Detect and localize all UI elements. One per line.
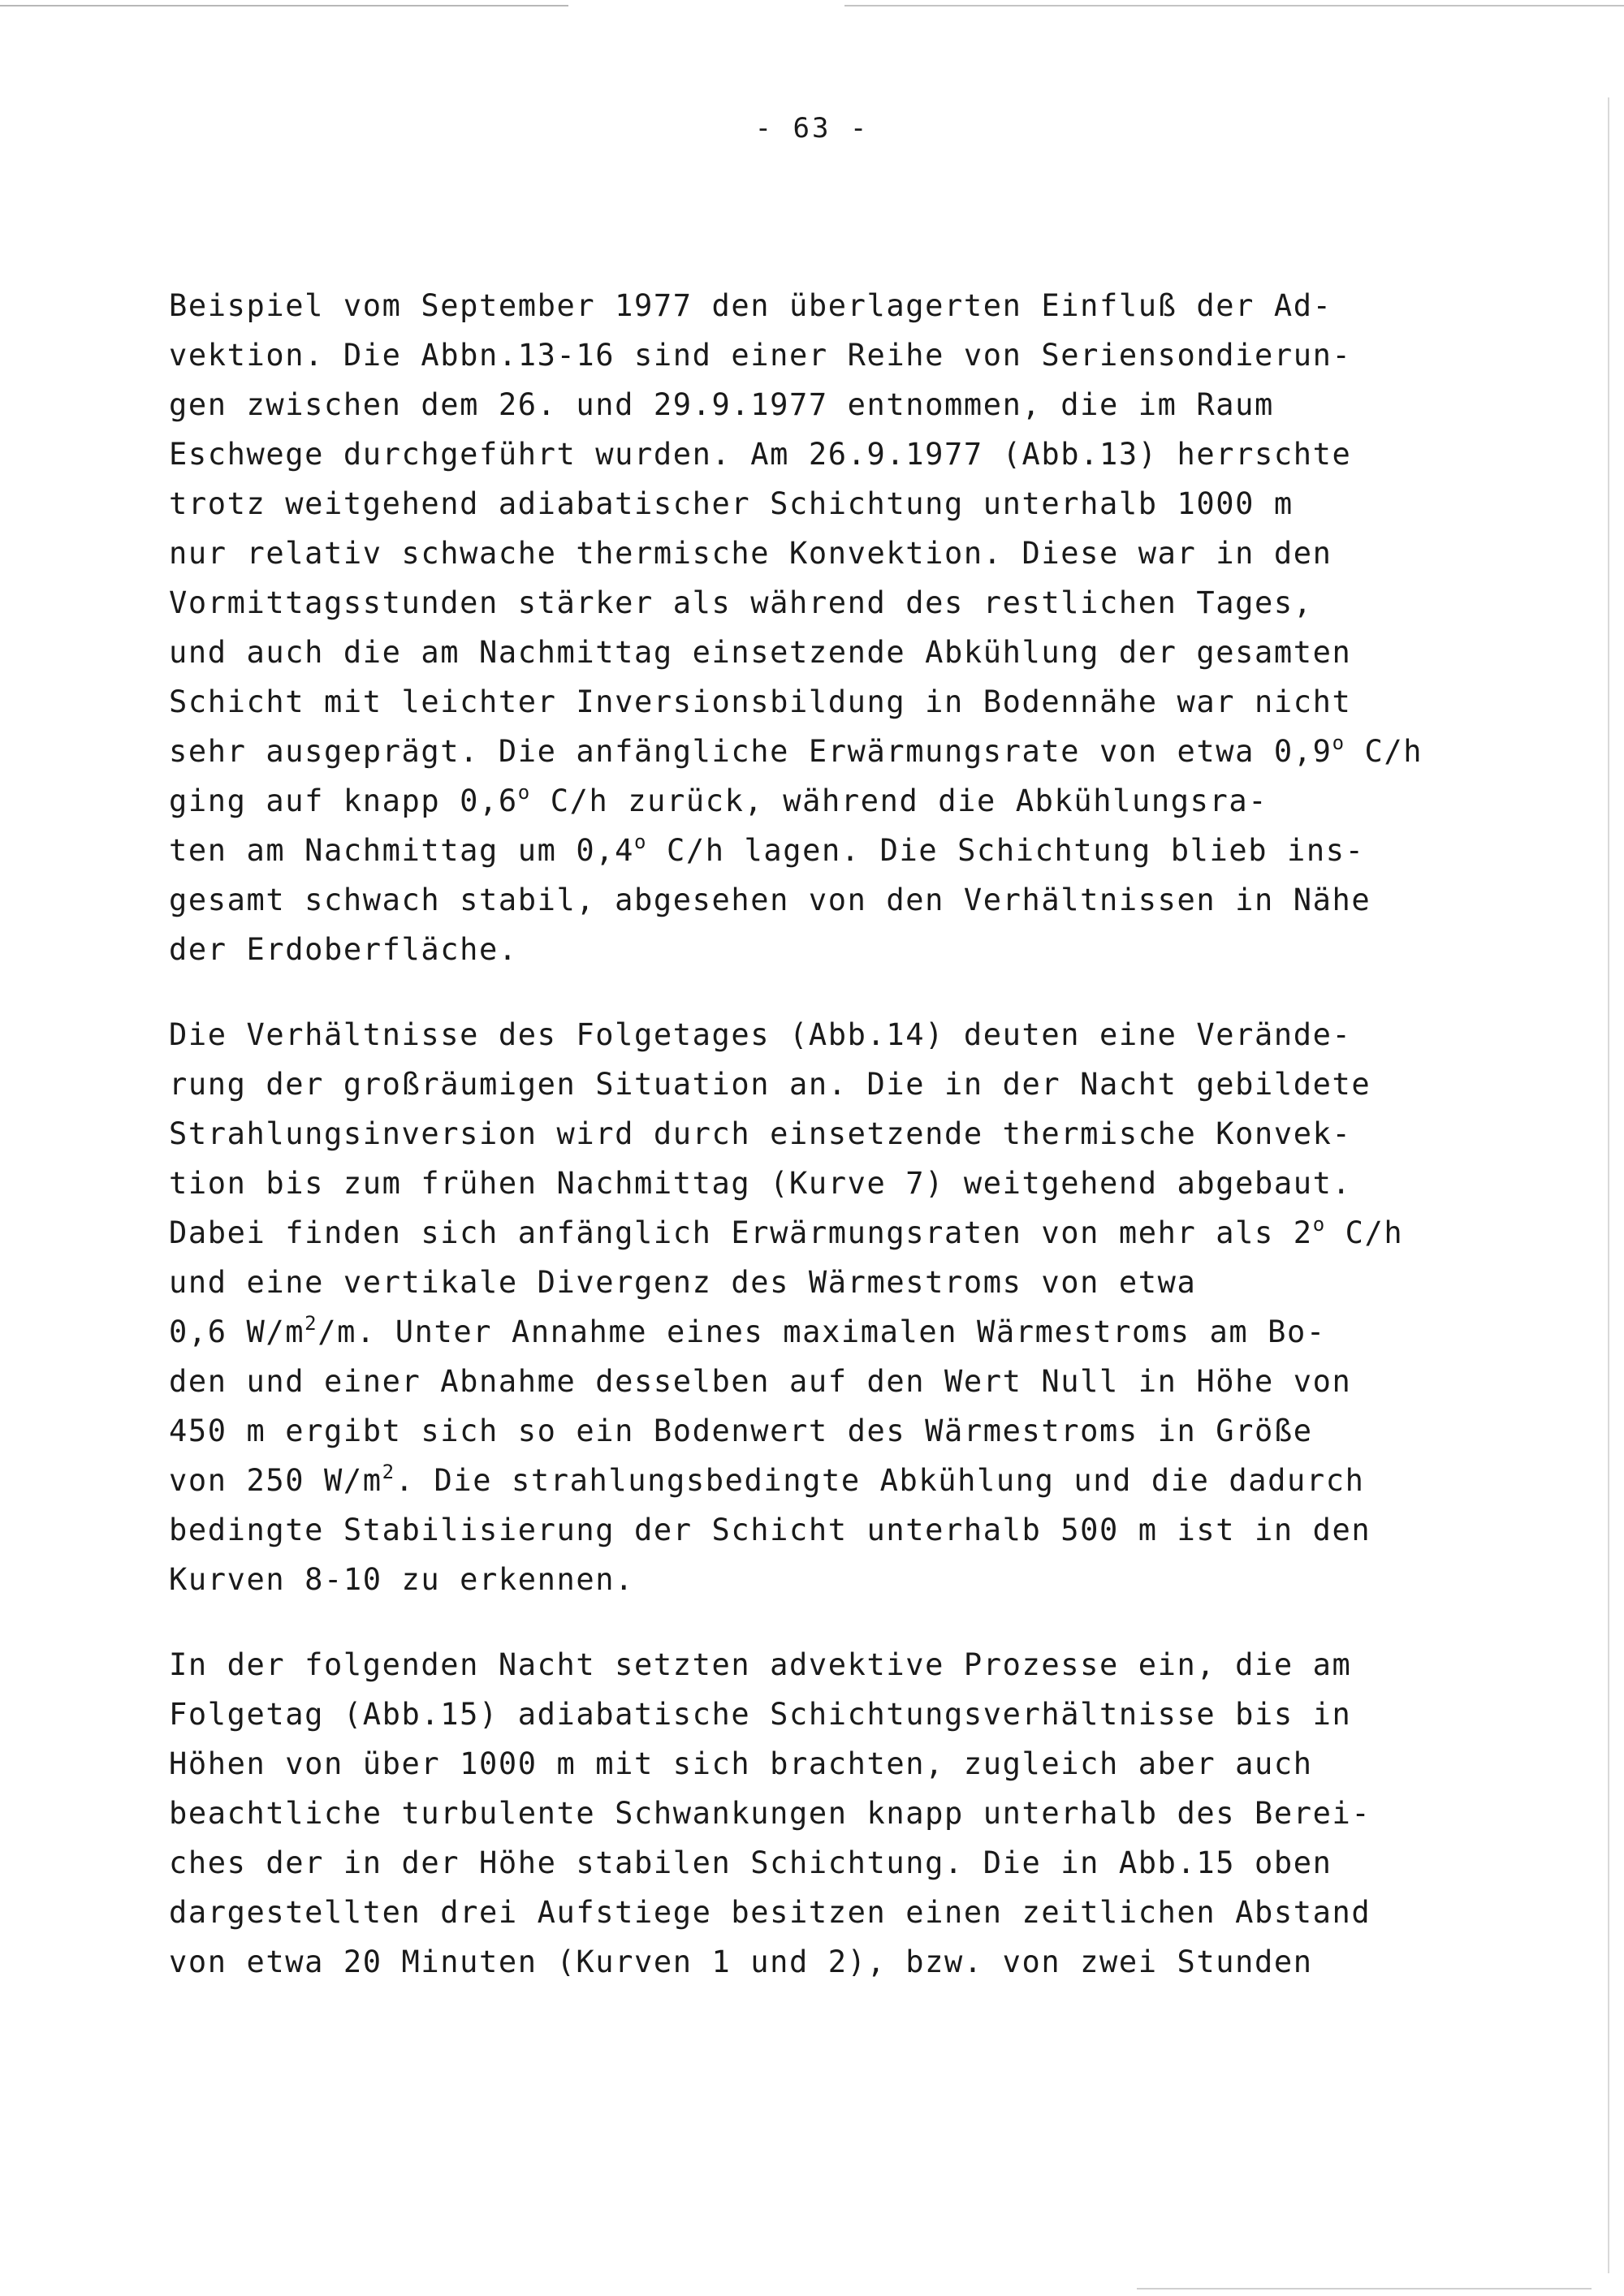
text-run: C/h zurück, während die Abkühlungsra-: [530, 783, 1268, 818]
text-run: vektion. Die Abbn.13-16 sind einer Reihe von Seriensondierun-: [169, 338, 1352, 373]
text-line: [169, 1060, 1549, 1109]
text-run: von etwa 20 Minuten (Kurven 1 und 2), bzw. von zwei Stunden: [169, 1944, 1313, 1979]
text-line: [169, 1640, 1549, 1690]
text-run: Schicht mit leichter Inversionsbildung in Bodennähe war nicht: [169, 684, 1352, 719]
superscript: o: [634, 831, 648, 853]
text-run: Eschwege durchgeführt wurden. Am 26.9.1977 (Abb.13) herrschte: [169, 437, 1352, 472]
text-run: Höhen von über 1000 m mit sich brachten, zugleich aber auch: [169, 1746, 1313, 1781]
text-run: Beispiel vom September 1977 den überlagerten Einfluß der Ad-: [169, 288, 1332, 323]
text-line: [169, 281, 1549, 330]
text-run: /m. Unter Annahme eines maximalen Wärmestroms am Bo-: [317, 1314, 1326, 1349]
text-line: [169, 380, 1549, 429]
text-run: der Erdoberfläche.: [169, 932, 518, 967]
text-line: [169, 1690, 1549, 1739]
text-line: [169, 1258, 1549, 1307]
body-text: [169, 281, 1549, 2022]
text-run: dargestellten drei Aufstiege besitzen einen zeitlichen Abstand: [169, 1895, 1371, 1930]
text-run: Strahlungsinversion wird durch einsetzende thermische Konvek-: [169, 1116, 1352, 1151]
scan-edge-top: [0, 5, 1624, 6]
text-line: [169, 925, 1549, 974]
text-run: Die Verhältnisse des Folgetages (Abb.14) deuten eine Verände-: [169, 1017, 1352, 1052]
text-run: Dabei finden sich anfänglich Erwärmungsraten von mehr als 2: [169, 1215, 1313, 1250]
text-line: [169, 1307, 1549, 1357]
text-line: [169, 776, 1549, 826]
text-line: [169, 677, 1549, 727]
text-line: [169, 1555, 1549, 1604]
text-line: [169, 826, 1549, 875]
paragraph-1: [169, 281, 1549, 974]
text-run: ten am Nachmittag um 0,4: [169, 833, 635, 868]
scan-edge-right: [1608, 97, 1609, 2273]
text-run: ches der in der Höhe stabilen Schichtung. Die in Abb.15 oben: [169, 1845, 1332, 1880]
text-line: [169, 1406, 1549, 1456]
text-line: [169, 727, 1549, 776]
text-run: von 250 W/m: [169, 1463, 382, 1498]
text-run: Vormittagsstunden stärker als während des restlichen Tages,: [169, 585, 1313, 620]
superscript: o: [1312, 1213, 1326, 1236]
text-run: . Die strahlungsbedingte Abkühlung und die dadurch: [395, 1463, 1365, 1498]
text-run: bedingte Stabilisierung der Schicht unterhalb 500 m ist in den: [169, 1513, 1371, 1547]
text-line: [169, 1888, 1549, 1937]
text-run: den und einer Abnahme desselben auf den Wert Null in Höhe von: [169, 1364, 1352, 1399]
superscript: 2: [382, 1461, 395, 1483]
text-run: rung der großräumigen Situation an. Die in der Nacht gebildete: [169, 1067, 1371, 1102]
text-run: tion bis zum frühen Nachmittag (Kurve 7) weitgehend abgebaut.: [169, 1166, 1352, 1201]
scan-edge-bottom: [1137, 2288, 1592, 2290]
superscript: o: [517, 781, 531, 804]
text-run: trotz weitgehend adiabatischer Schichtung unterhalb 1000 m: [169, 486, 1294, 521]
text-run: gen zwischen dem 26. und 29.9.1977 entnommen, die im Raum: [169, 387, 1274, 422]
text-line: [169, 1739, 1549, 1789]
text-run: gesamt schwach stabil, abgesehen von den Verhältnissen in Nähe: [169, 883, 1371, 917]
text-line: [169, 1937, 1549, 1987]
text-line: [169, 330, 1549, 380]
text-run: In der folgenden Nacht setzten advektive Prozesse ein, die am: [169, 1647, 1352, 1682]
text-line: [169, 529, 1549, 578]
text-line: [169, 628, 1549, 677]
text-line: [169, 1010, 1549, 1060]
text-line: [169, 1357, 1549, 1406]
text-line: [169, 1505, 1549, 1555]
superscript: o: [1332, 732, 1345, 754]
text-line: [169, 1456, 1549, 1505]
page-number: - 63 -: [754, 112, 870, 145]
text-run: 450 m ergibt sich so ein Bodenwert des Wärmestroms in Größe: [169, 1413, 1313, 1448]
text-line: [169, 1159, 1549, 1208]
text-line: [169, 1109, 1549, 1159]
text-run: C/h: [1345, 734, 1423, 769]
paragraph-2: [169, 1010, 1549, 1604]
text-run: ging auf knapp 0,6: [169, 783, 518, 818]
text-run: Folgetag (Abb.15) adiabatische Schichtungsverhältnisse bis in: [169, 1697, 1352, 1732]
text-line: [169, 1789, 1549, 1838]
text-run: 0,6 W/m: [169, 1314, 305, 1349]
text-line: [169, 1208, 1549, 1258]
text-run: beachtliche turbulente Schwankungen knapp unterhalb des Berei-: [169, 1796, 1371, 1831]
text-line: [169, 479, 1549, 529]
text-run: und auch die am Nachmittag einsetzende Abkühlung der gesamten: [169, 635, 1352, 670]
text-run: C/h lagen. Die Schichtung blieb ins-: [647, 833, 1365, 868]
text-run: C/h: [1325, 1215, 1404, 1250]
text-line: [169, 429, 1549, 479]
superscript: 2: [304, 1312, 318, 1335]
text-line: [169, 1838, 1549, 1888]
text-line: [169, 875, 1549, 925]
text-line: [169, 578, 1549, 628]
paragraph-3: [169, 1640, 1549, 1987]
text-run: sehr ausgeprägt. Die anfängliche Erwärmungsrate von etwa 0,9: [169, 734, 1332, 769]
text-run: nur relativ schwache thermische Konvektion. Diese war in den: [169, 536, 1332, 571]
text-run: und eine vertikale Divergenz des Wärmestroms von etwa: [169, 1265, 1197, 1300]
text-run: Kurven 8-10 zu erkennen.: [169, 1562, 635, 1597]
